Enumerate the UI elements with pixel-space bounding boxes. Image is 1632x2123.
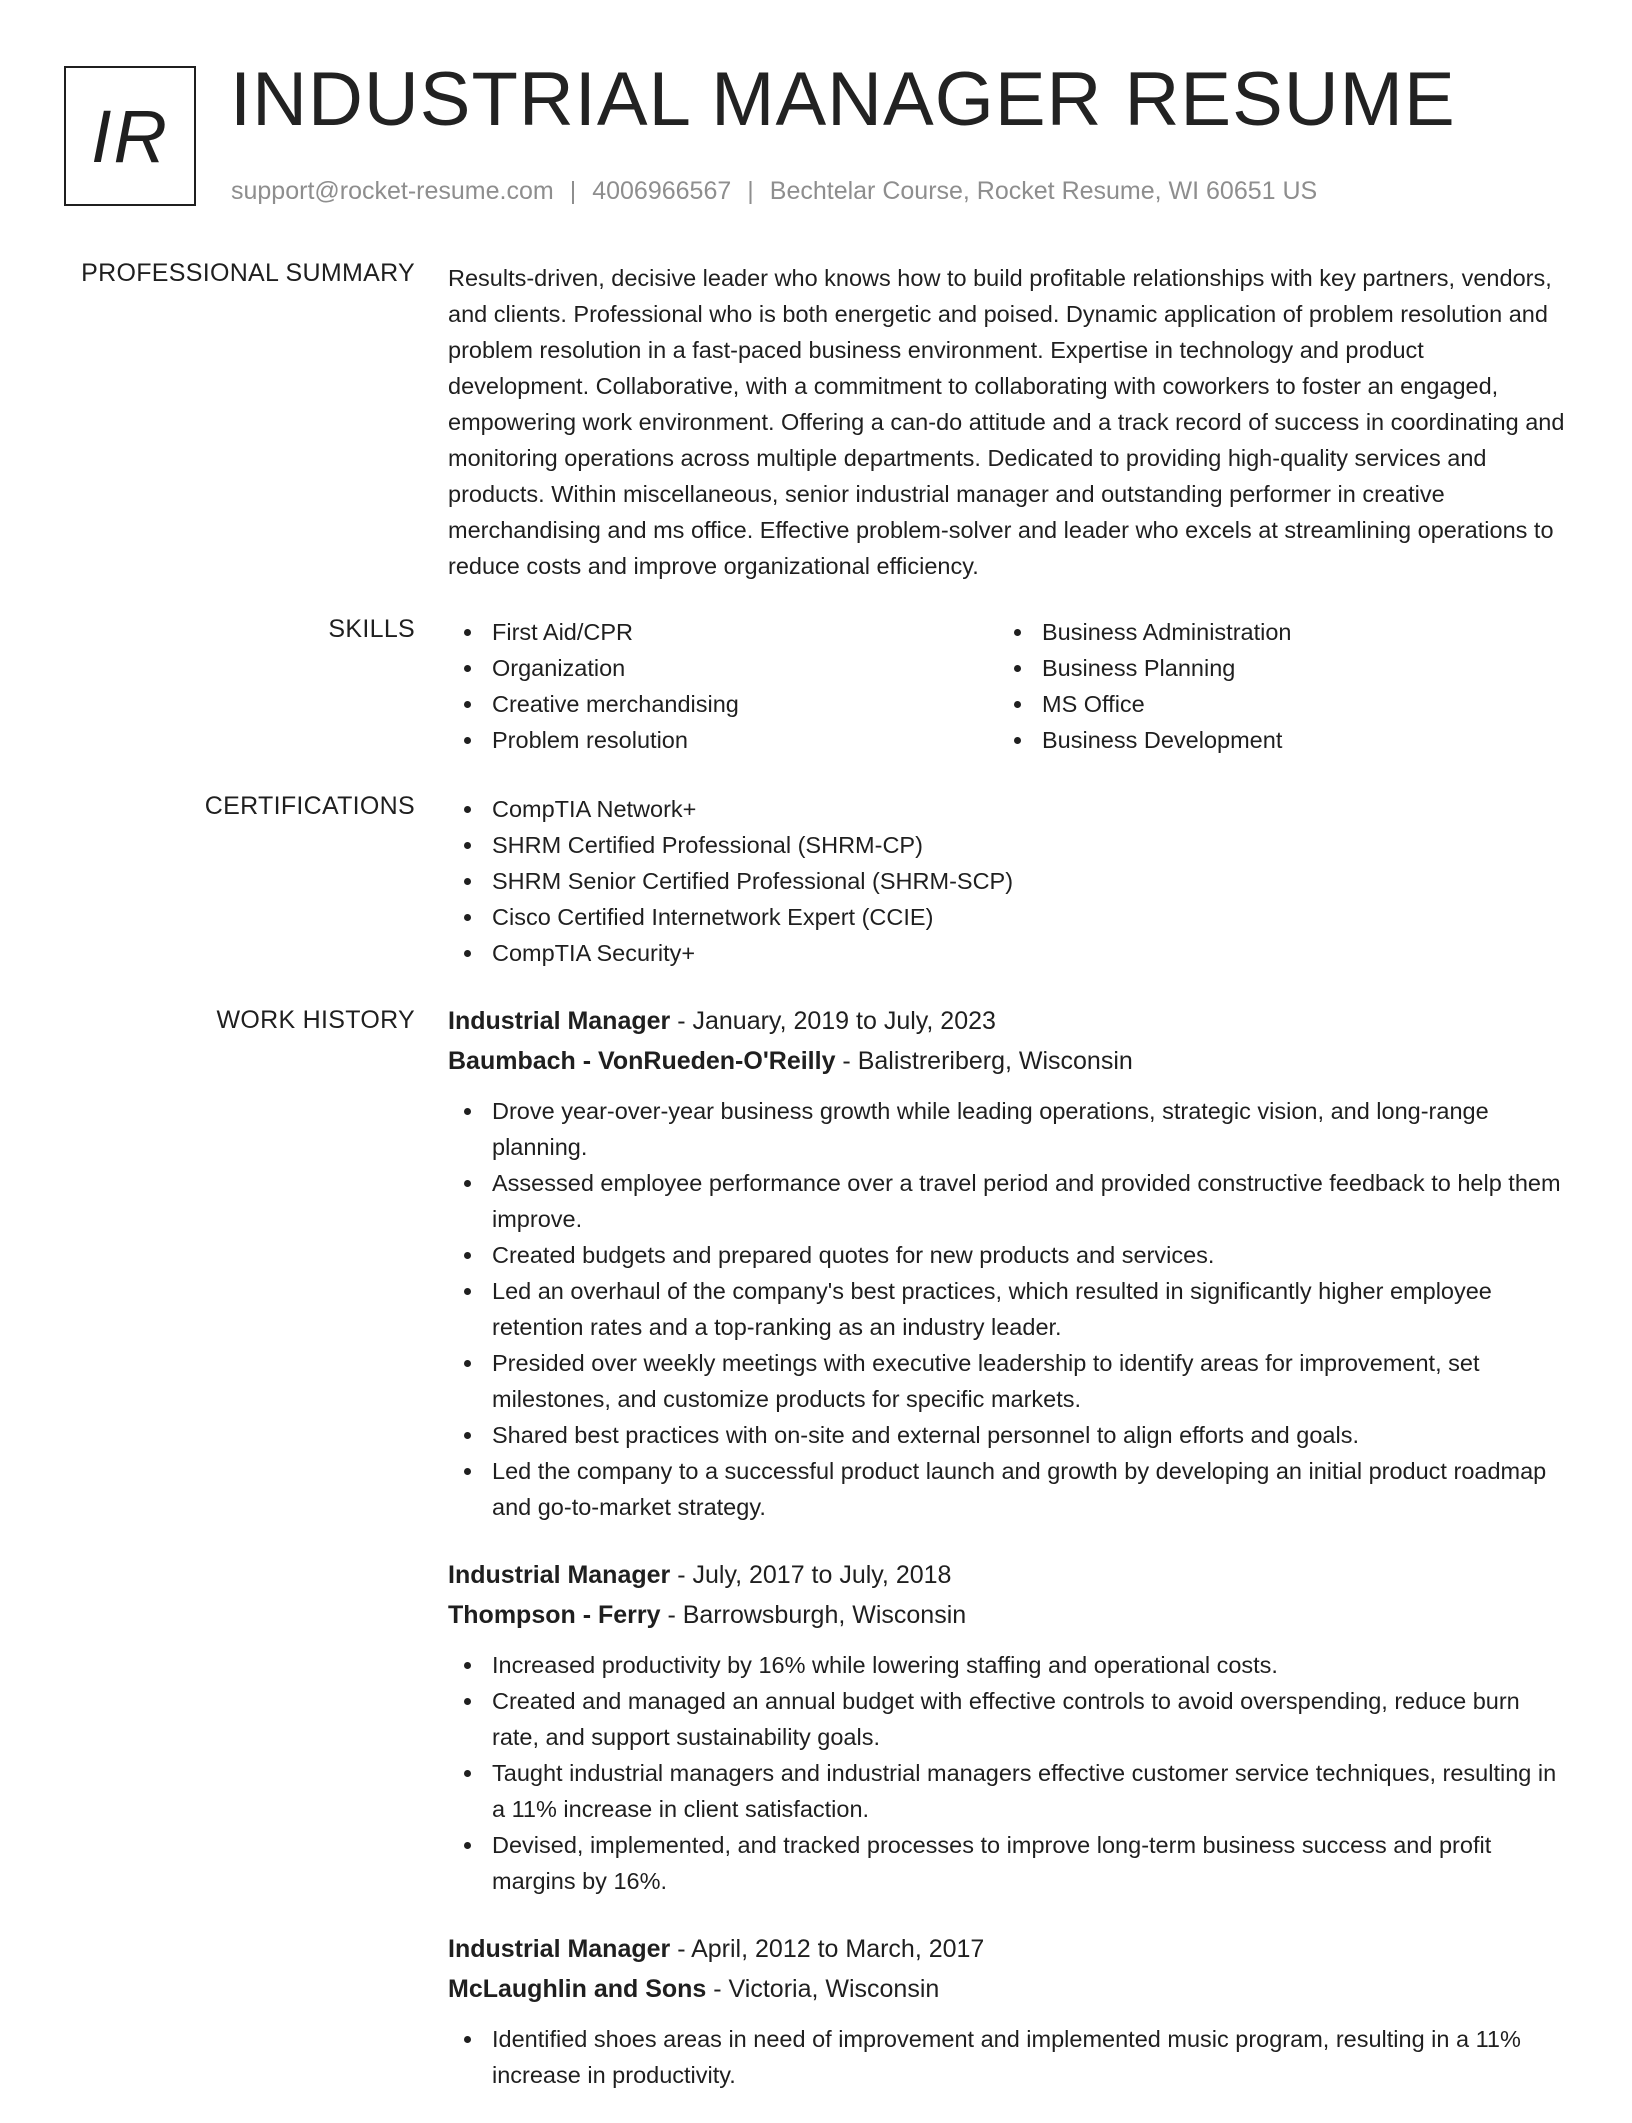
summary-body (448, 260, 1568, 584)
certifications-list (448, 791, 1568, 971)
certification-item: CompTIA Network+ (448, 791, 1568, 827)
job-company: McLaughlin and Sons (448, 1975, 707, 2003)
job-bullets (448, 2021, 1568, 2093)
job-bullet: Shared best practices with on-site and external personnel to align efforts and goals. (448, 1417, 1568, 1453)
section-label-certifications: CERTIFICATIONS (204, 792, 415, 820)
section-label-skills: SKILLS (328, 615, 415, 643)
job-company-line (448, 1595, 1568, 1635)
contact-line (231, 176, 1317, 206)
job-dates: - January, 2019 to July, 2023 (670, 1007, 996, 1035)
job-bullets (448, 1093, 1568, 1525)
skills-body (448, 614, 1568, 758)
job-title: Industrial Manager (448, 1007, 671, 1035)
certifications-body (448, 791, 1568, 971)
job-bullet: Created budgets and prepared quotes for new products and services. (448, 1237, 1568, 1273)
job-title: Industrial Manager (448, 1935, 671, 1963)
job-location: - Victoria, Wisconsin (706, 1975, 940, 2003)
job-title: Industrial Manager (448, 1561, 671, 1589)
certification-item: SHRM Certified Professional (SHRM-CP) (448, 827, 1568, 863)
job-title-line (448, 1001, 1568, 1041)
job-bullets (448, 1647, 1568, 1899)
job-company: Baumbach - VonRueden-O'Reilly (448, 1047, 836, 1075)
job-location: - Barrowsburgh, Wisconsin (660, 1601, 967, 1629)
contact-phone[interactable]: 4006966567 (592, 177, 732, 205)
section-label-summary: PROFESSIONAL SUMMARY (81, 259, 415, 287)
job-bullet: Led the company to a successful product launch and growth by developing an initial product roadmap and go-to-market strategy. (448, 1453, 1568, 1525)
skill-item: Creative merchandising (448, 686, 998, 722)
certification-item: CompTIA Security+ (448, 935, 1568, 971)
job-dates: - April, 2012 to March, 2017 (670, 1935, 985, 1963)
section-label-work-history: WORK HISTORY (216, 1006, 415, 1034)
job-company-line (448, 1041, 1568, 1081)
work-history-body (448, 1001, 1568, 2123)
certification-item: SHRM Senior Certified Professional (SHRM-SCP) (448, 863, 1568, 899)
skill-item: Business Planning (998, 650, 1548, 686)
contact-separator: | (569, 177, 577, 205)
skills-list-left (448, 614, 998, 758)
skill-item: Problem resolution (448, 722, 998, 758)
job-title-line (448, 1929, 1568, 1969)
monogram-logo: IR (64, 66, 196, 206)
job-bullet: Led an overhaul of the company's best practices, which resulted in significantly higher employee retention rates and a top-ranking as an industry leader. (448, 1273, 1568, 1345)
job-entry (448, 1929, 1568, 2093)
job-bullet: Presided over weekly meetings with executive leadership to identify areas for improvement, set milestones, and customize products for specific markets. (448, 1345, 1568, 1417)
job-bullet: Created and managed an annual budget with effective controls to avoid overspending, reduce burn rate, and support sustainability goals. (448, 1683, 1568, 1755)
skills-list-right (998, 614, 1548, 758)
job-bullet: Taught industrial managers and industrial managers effective customer service techniques, resulting in a 11% increase in client satisfaction. (448, 1755, 1568, 1827)
summary-text: Results-driven, decisive leader who knows how to build profitable relationships with key partners, vendors, and clients. Professional who is both energetic and poised. Dynamic application of problem resolution and problem resolution in a fast-paced business environment. Expertise in technology and product development. Collaborative, with a commitment to collaborating with coworkers to foster an engaged, empowering work environment. Offering a can-do attitude and a track record of success in coordinating and monitoring operations across multiple departments. Dedicated to providing high-quality services and products. Within miscellaneous, senior industrial manager and outstanding performer in creative merchandising and ms office. Effective problem-solver and leader who excels at streamlining operations to reduce costs and improve organizational efficiency. (448, 265, 1565, 579)
job-bullet: Drove year-over-year business growth while leading operations, strategic vision, and long-range planning. (448, 1093, 1568, 1165)
contact-email[interactable]: support@rocket-resume.com (231, 177, 554, 205)
contact-address: Bechtelar Course, Rocket Resume, WI 60651 US (769, 177, 1318, 205)
job-entry (448, 1555, 1568, 1899)
job-bullet: Identified shoes areas in need of improvement and implemented music program, resulting in a 11% increase in productivity. (448, 2021, 1568, 2093)
skill-item: First Aid/CPR (448, 614, 998, 650)
job-bullet: Devised, implemented, and tracked processes to improve long-term business success and profit margins by 16%. (448, 1827, 1568, 1899)
job-location: - Balistreriberg, Wisconsin (835, 1047, 1133, 1075)
job-bullet: Assessed employee performance over a travel period and provided constructive feedback to help them improve. (448, 1165, 1568, 1237)
job-company-line (448, 1969, 1568, 2009)
job-bullet: Increased productivity by 16% while lowering staffing and operational costs. (448, 1647, 1568, 1683)
skill-item: Business Administration (998, 614, 1548, 650)
skill-item: Business Development (998, 722, 1548, 758)
job-title-line (448, 1555, 1568, 1595)
page-title: INDUSTRIAL MANAGER RESUME (230, 57, 1456, 142)
job-company: Thompson - Ferry (448, 1601, 661, 1629)
job-entry (448, 1001, 1568, 1525)
certification-item: Cisco Certified Internetwork Expert (CCIE) (448, 899, 1568, 935)
job-dates: - July, 2017 to July, 2018 (670, 1561, 952, 1589)
skill-item: Organization (448, 650, 998, 686)
skill-item: MS Office (998, 686, 1548, 722)
contact-separator: | (747, 177, 754, 205)
